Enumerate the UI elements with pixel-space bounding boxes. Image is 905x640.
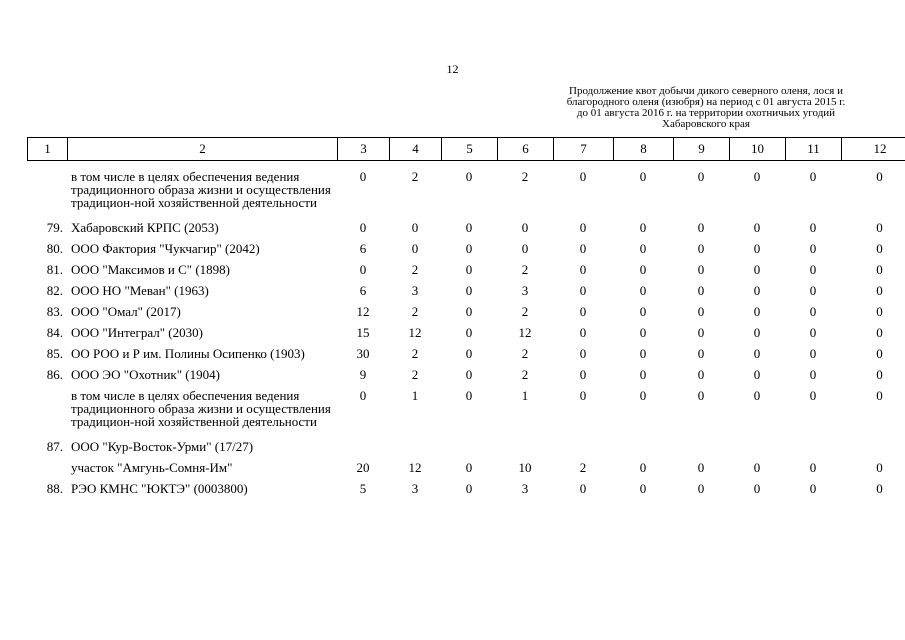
quota-value-cell: 0	[809, 241, 817, 256]
quota-value-cell: 0	[697, 262, 705, 277]
organization-name: ООО "Интеграл" (2030)	[71, 325, 203, 340]
table-row	[27, 364, 905, 385]
quota-value-cell: 2	[521, 346, 529, 361]
quota-value-cell: 0	[521, 220, 529, 235]
row-number: 83.	[46, 304, 63, 319]
caption-line: Продолжение квот добычи дикого северного оленя, лося и	[569, 85, 843, 97]
column-number-cell: 8	[614, 138, 674, 161]
row-number	[27, 457, 67, 478]
quota-value-cell: 0	[809, 169, 817, 184]
table-row	[27, 280, 905, 301]
quota-value-cell: 12	[408, 325, 422, 340]
quota-value-cell: 0	[579, 325, 587, 340]
row-number: 80.	[46, 241, 63, 256]
quota-value-cell: 20	[356, 460, 370, 475]
quota-value-cell: 0	[465, 460, 473, 475]
quota-value-cell: 0	[753, 241, 761, 256]
quota-value-cell: 0	[753, 325, 761, 340]
quota-value-cell: 0	[579, 346, 587, 361]
quota-value-cell: 0	[579, 388, 587, 403]
quota-value-cell: 0	[465, 169, 473, 184]
quota-value-cell: 0	[639, 367, 647, 382]
row-number: 86.	[46, 367, 63, 382]
column-number-cell: 2	[68, 138, 338, 161]
quota-value-cell: 5	[359, 481, 367, 496]
column-number-cell: 3	[338, 138, 390, 161]
column-number-cell: 4	[390, 138, 442, 161]
quota-value-cell: 0	[579, 220, 587, 235]
quota-value-cell: 0	[753, 262, 761, 277]
quota-value-cell: 12	[518, 325, 532, 340]
quota-value-cell: 0	[876, 460, 883, 475]
quota-value-cell	[441, 436, 497, 457]
quota-value-cell: 0	[465, 481, 473, 496]
quota-value-cell: 0	[579, 169, 587, 184]
quota-value-cell: 0	[697, 388, 705, 403]
quota-value-cell: 0	[465, 304, 473, 319]
quota-value-cell: 0	[876, 262, 883, 277]
quota-value-cell: 0	[465, 241, 473, 256]
table-row	[27, 385, 905, 436]
quota-value-cell: 0	[639, 325, 647, 340]
table-row	[27, 457, 905, 478]
quota-value-cell: 0	[639, 169, 647, 184]
organization-name: ООО "Максимов и С" (1898)	[71, 262, 230, 277]
column-number-cell: 12	[842, 138, 905, 161]
table-caption	[536, 86, 876, 130]
quota-value-cell: 0	[753, 367, 761, 382]
quota-value-cell: 0	[876, 304, 883, 319]
organization-name: ООО "Омал" (2017)	[71, 304, 181, 319]
quota-value-cell: 0	[697, 169, 705, 184]
quota-value-cell: 0	[876, 220, 883, 235]
column-number-cell: 10	[730, 138, 786, 161]
quota-value-cell: 0	[465, 346, 473, 361]
quota-value-cell: 3	[411, 481, 419, 496]
quota-value-cell: 15	[356, 325, 370, 340]
quota-value-cell: 0	[876, 169, 883, 184]
quota-value-cell: 0	[753, 388, 761, 403]
table-row	[27, 217, 905, 238]
table-row	[27, 259, 905, 280]
organization-name: ООО НО "Меван" (1963)	[71, 283, 209, 298]
quota-value-cell: 0	[697, 367, 705, 382]
quota-value-cell: 0	[876, 325, 883, 340]
quota-table	[27, 166, 905, 499]
quota-value-cell: 0	[639, 346, 647, 361]
organization-name: в том числе в целях обеспечения ведения традиционного образа жизни и осуществления традицион-ной хозяйственной деятельности	[71, 169, 331, 210]
quota-value-cell: 0	[876, 481, 883, 496]
quota-value-cell	[497, 436, 553, 457]
quota-value-cell: 0	[639, 304, 647, 319]
quota-value-cell: 1	[411, 388, 419, 403]
quota-value-cell	[389, 436, 441, 457]
quota-value-cell: 0	[465, 283, 473, 298]
organization-name: ООО ЭО "Охотник" (1904)	[71, 367, 220, 382]
quota-value-cell: 2	[579, 460, 587, 475]
quota-value-cell: 2	[411, 367, 419, 382]
quota-value-cell: 10	[518, 460, 532, 475]
row-number: 82.	[46, 283, 63, 298]
column-number-cell: 5	[442, 138, 498, 161]
quota-value-cell: 0	[639, 241, 647, 256]
row-number: 81.	[46, 262, 63, 277]
quota-value-cell: 0	[697, 220, 705, 235]
quota-value-cell: 2	[521, 262, 529, 277]
table-row	[27, 436, 905, 457]
quota-value-cell: 0	[579, 481, 587, 496]
quota-value-cell: 0	[809, 262, 817, 277]
caption-line: благородного оленя (изюбря) на период с 01 августа 2015 г.	[566, 96, 846, 108]
quota-value-cell: 0	[876, 283, 883, 298]
quota-value-cell: 0	[753, 460, 761, 475]
quota-value-cell: 0	[465, 220, 473, 235]
quota-value-cell: 0	[639, 460, 647, 475]
quota-value-cell	[841, 436, 905, 457]
quota-value-cell: 0	[876, 241, 883, 256]
quota-value-cell: 6	[359, 241, 367, 256]
organization-name: участок "Амгунь-Сомня-Им"	[71, 460, 233, 475]
quota-value-cell: 2	[411, 169, 419, 184]
row-number	[27, 385, 67, 436]
quota-value-cell: 0	[753, 481, 761, 496]
row-number: 87.	[46, 439, 63, 454]
organization-name: ОО РОО и Р им. Полины Осипенко (1903)	[71, 346, 305, 361]
quota-value-cell: 2	[521, 169, 529, 184]
quota-value-cell: 0	[809, 346, 817, 361]
quota-value-cell: 0	[639, 481, 647, 496]
quota-value-cell: 0	[579, 367, 587, 382]
quota-value-cell: 0	[639, 388, 647, 403]
quota-value-cell: 0	[697, 283, 705, 298]
quota-value-cell	[337, 436, 389, 457]
quota-value-cell: 0	[465, 325, 473, 340]
quota-value-cell	[613, 436, 673, 457]
quota-value-cell: 0	[809, 481, 817, 496]
table-row	[27, 322, 905, 343]
organization-name: РЭО КМНС "ЮКТЭ" (0003800)	[71, 481, 248, 496]
quota-value-cell: 0	[809, 460, 817, 475]
quota-value-cell: 0	[639, 220, 647, 235]
quota-value-cell	[785, 436, 841, 457]
header-row	[28, 138, 905, 161]
caption-line: Хабаровского края	[662, 118, 750, 130]
column-number-cell: 7	[554, 138, 614, 161]
quota-value-cell: 0	[465, 367, 473, 382]
quota-value-cell: 6	[359, 283, 367, 298]
quota-value-cell: 0	[359, 388, 367, 403]
quota-value-cell	[673, 436, 729, 457]
quota-value-cell: 0	[809, 388, 817, 403]
quota-value-cell: 0	[697, 241, 705, 256]
organization-name: ООО "Кур-Восток-Урми" (17/27)	[71, 439, 254, 454]
quota-value-cell	[553, 436, 613, 457]
quota-value-cell: 0	[465, 262, 473, 277]
row-number	[27, 166, 67, 217]
column-number-cell: 1	[28, 138, 68, 161]
quota-value-cell: 0	[697, 460, 705, 475]
column-number-cell: 11	[786, 138, 842, 161]
quota-value-cell: 0	[359, 169, 367, 184]
quota-value-cell: 2	[521, 367, 529, 382]
quota-value-cell: 0	[697, 325, 705, 340]
quota-value-cell: 9	[359, 367, 367, 382]
quota-value-cell: 0	[809, 220, 817, 235]
quota-value-cell: 0	[753, 304, 761, 319]
organization-name: Хабаровский КРПС (2053)	[71, 220, 219, 235]
quota-value-cell: 0	[753, 220, 761, 235]
quota-value-cell: 0	[639, 262, 647, 277]
quota-value-cell: 3	[411, 283, 419, 298]
quota-value-cell: 0	[876, 346, 883, 361]
quota-value-cell: 0	[876, 367, 883, 382]
row-number: 88.	[46, 481, 63, 496]
row-number: 84.	[46, 325, 63, 340]
quota-value-cell: 0	[579, 241, 587, 256]
organization-name: ООО Фактория "Чукчагир" (2042)	[71, 241, 260, 256]
quota-value-cell: 0	[359, 220, 367, 235]
quota-value-cell: 3	[521, 283, 529, 298]
quota-value-cell: 0	[809, 304, 817, 319]
quota-value-cell: 0	[359, 262, 367, 277]
quota-value-cell: 2	[411, 262, 419, 277]
column-number-cell: 9	[674, 138, 730, 161]
table-row	[27, 301, 905, 322]
quota-value-cell: 0	[411, 241, 419, 256]
quota-value-cell: 0	[809, 325, 817, 340]
quota-value-cell: 30	[356, 346, 370, 361]
quota-value-cell: 0	[809, 367, 817, 382]
quota-value-cell: 1	[521, 388, 529, 403]
quota-value-cell: 2	[411, 346, 419, 361]
quota-value-cell: 0	[521, 241, 529, 256]
row-number: 85.	[46, 346, 63, 361]
quota-value-cell: 12	[356, 304, 370, 319]
table-row	[27, 166, 905, 217]
row-number: 79.	[46, 220, 63, 235]
quota-value-cell: 0	[697, 346, 705, 361]
table-row	[27, 478, 905, 499]
quota-value-cell: 0	[753, 346, 761, 361]
organization-name: в том числе в целях обеспечения ведения традиционного образа жизни и осуществления традицион-ной хозяйственной деятельности	[71, 388, 331, 429]
quota-value-cell: 2	[411, 304, 419, 319]
quota-value-cell: 0	[876, 388, 883, 403]
quota-value-cell: 0	[697, 481, 705, 496]
quota-value-cell: 2	[521, 304, 529, 319]
column-number-cell: 6	[498, 138, 554, 161]
column-number-header	[27, 137, 905, 161]
quota-value-cell	[729, 436, 785, 457]
table-row	[27, 343, 905, 364]
quota-value-cell: 0	[465, 388, 473, 403]
table-row	[27, 238, 905, 259]
quota-value-cell: 0	[809, 283, 817, 298]
quota-value-cell: 12	[408, 460, 422, 475]
page-number: 12	[446, 62, 459, 76]
quota-value-cell: 0	[697, 304, 705, 319]
quota-value-cell: 0	[753, 283, 761, 298]
quota-value-cell: 0	[753, 169, 761, 184]
quota-value-cell: 3	[521, 481, 529, 496]
quota-value-cell: 0	[411, 220, 419, 235]
quota-value-cell: 0	[579, 262, 587, 277]
caption-line: до 01 августа 2016 г. на территории охотничьих угодий	[576, 107, 836, 119]
quota-value-cell: 0	[639, 283, 647, 298]
quota-value-cell: 0	[579, 283, 587, 298]
quota-value-cell: 0	[579, 304, 587, 319]
